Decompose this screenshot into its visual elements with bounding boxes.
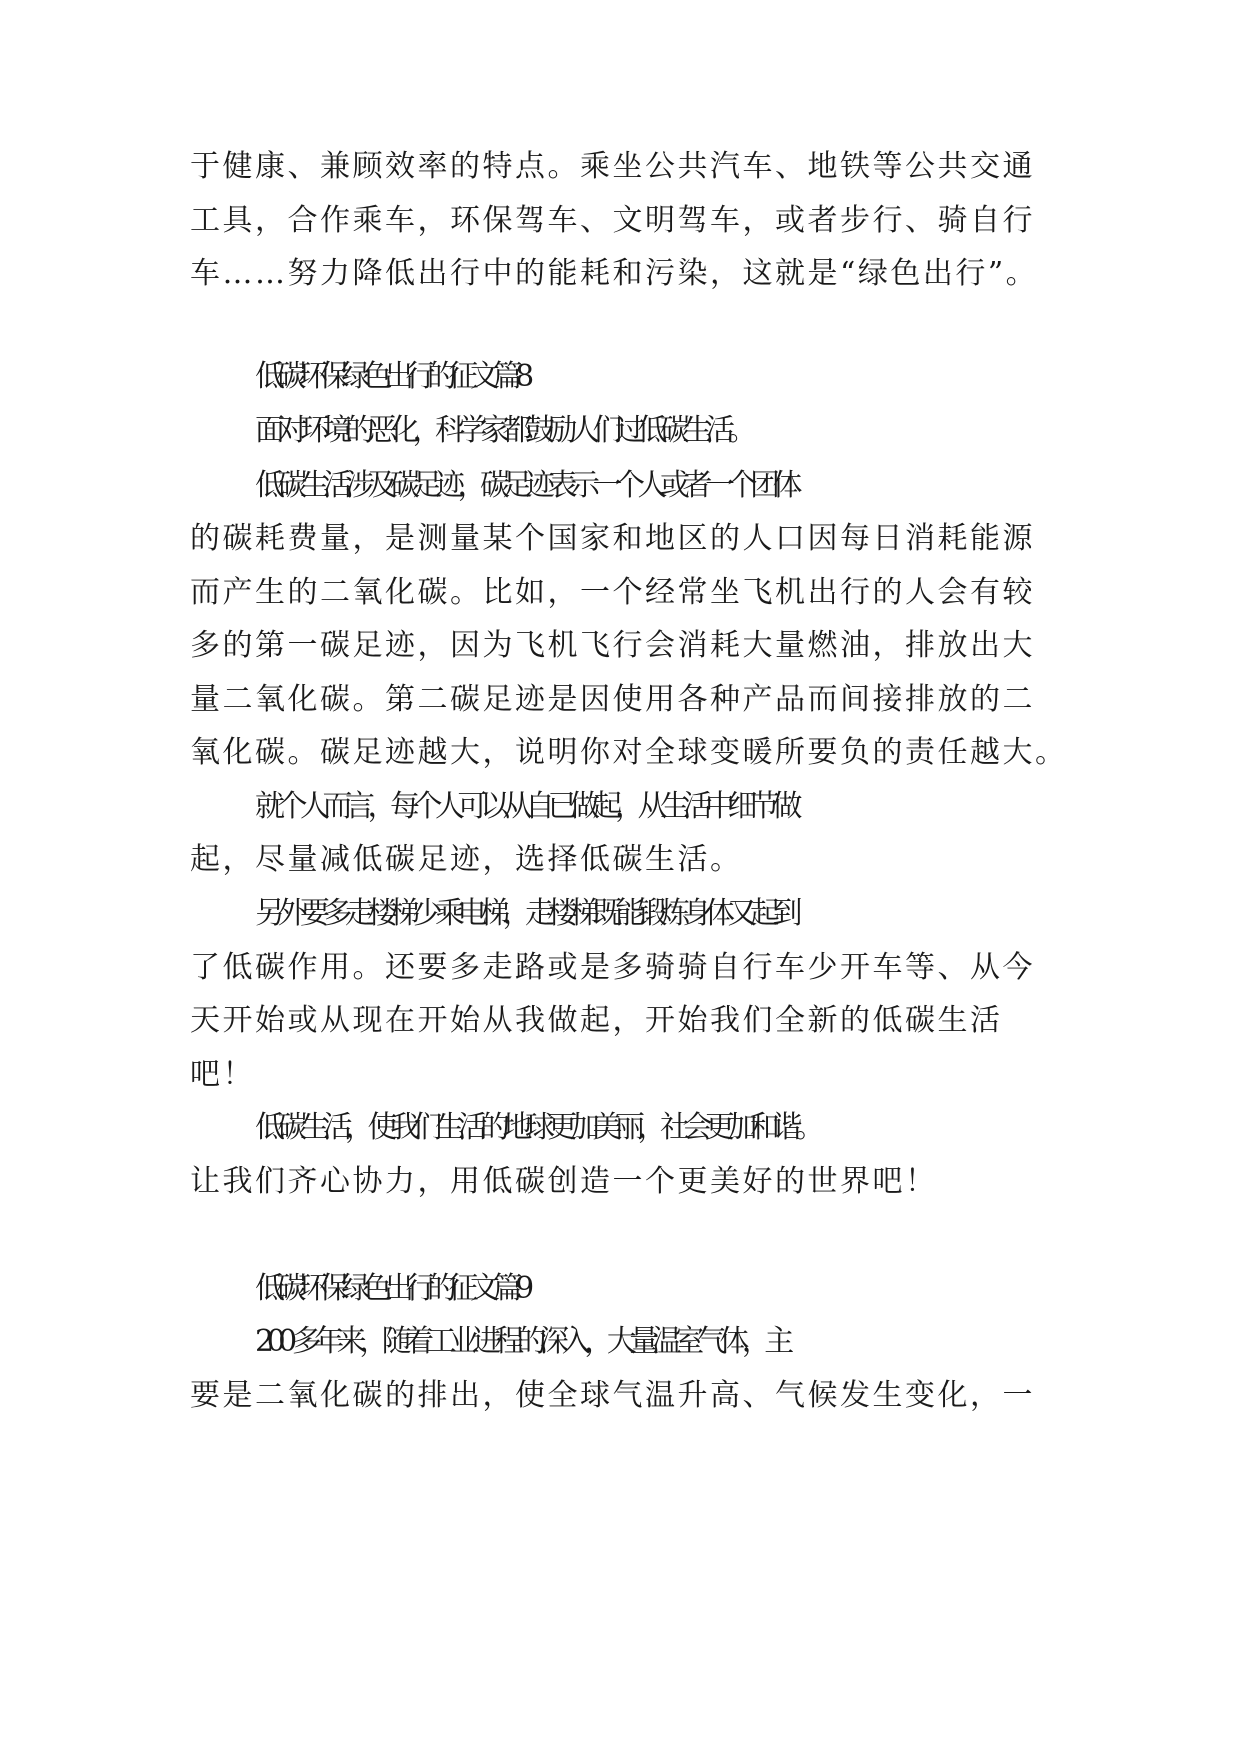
section-9-p1-line-2: 要是二氧化碳的排出，使全球气温升高、气候发生变化，一	[190, 1378, 1035, 1413]
intro-line-3: 车……努力降低出行中的能耗和污染，这就是“绿色出行”。	[190, 256, 1039, 291]
section-8-p3-line-2: 起，尽量减低碳足迹，选择低碳生活。	[190, 842, 743, 877]
section-9-p1-line-1: 200 多年来，随着工业进程的深入，大量温室气体，主	[255, 1324, 787, 1359]
intro-line-2: 工具，合作乘车，环保驾车、文明驾车，或者步行、骑自行	[190, 203, 1035, 238]
section-8-p4-line-2: 了低碳作用。还要多走路或是多骑骑自行车少开车等、从今	[190, 950, 1035, 985]
section-8-p4-line-4: 吧！	[190, 1057, 255, 1092]
section-9-heading: 低碳环保绿色出行的征文 篇 9	[255, 1271, 526, 1306]
section-8-p2-line-1: 低碳生活涉及碳足迹，碳足迹表示一个人或者一个团体	[255, 468, 795, 503]
section-8-p4-line-1: 另外要多走楼梯少乘电梯，走楼梯既能锻炼身体又起到	[255, 896, 795, 931]
section-8-p5-line-2: 让我们齐心协力，用低碳创造一个更美好的世界吧！	[190, 1164, 938, 1199]
section-8-p2-line-3: 而产生的二氧化碳。比如，一个经常坐飞机出行的人会有较	[190, 575, 1035, 610]
section-8-p5-line-1: 低碳生活，使我们生活的地球更加美丽，社会更加和谐。	[255, 1110, 818, 1145]
section-8-heading: 低碳环保绿色出行的征文 篇 8	[255, 359, 526, 394]
section-8-p4-line-3: 天开始或从现在开始从我做起，开始我们全新的低碳生活	[190, 1003, 1003, 1038]
section-8-p2-line-5: 量二氧化碳。第二碳足迹是因使用各种产品而间接排放的二	[190, 682, 1035, 717]
section-8-p1-line-1: 面对环境的恶化，科学家都鼓励人们过低碳生活。	[255, 413, 750, 448]
section-8-p2-line-6: 氧化碳。碳足迹越大，说明你对全球变暖所要负的责任越大。	[190, 735, 1068, 770]
section-8-p2-line-2: 的碳耗费量，是测量某个国家和地区的人口因每日消耗能源	[190, 521, 1035, 556]
section-8-p3-line-1: 就个人而言，每个人可以从自已做起，从生活中细节做	[255, 789, 795, 824]
section-8-p2-line-4: 多的第一碳足迹，因为飞机飞行会消耗大量燃油，排放出大	[190, 628, 1035, 663]
intro-line-1: 于健康、兼顾效率的特点。乘坐公共汽车、地铁等公共交通	[190, 149, 1035, 184]
